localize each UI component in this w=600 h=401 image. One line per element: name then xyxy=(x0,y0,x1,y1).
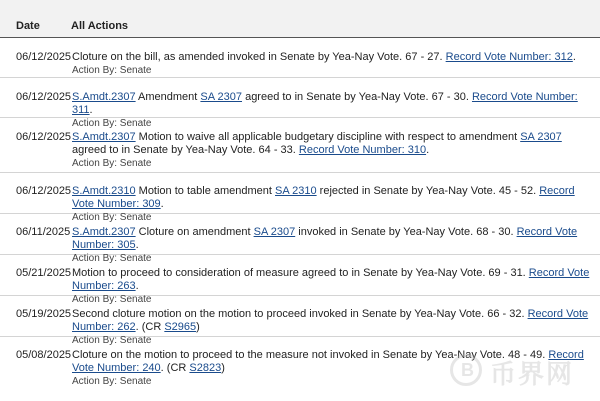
table-row xyxy=(0,255,600,305)
punctuation: ) xyxy=(196,321,200,333)
punctuation: . xyxy=(160,198,164,210)
table-row xyxy=(0,118,600,173)
action-date: 06/12/2025 xyxy=(16,51,72,63)
punctuation: . xyxy=(89,104,93,116)
action-by: Action By: Senate xyxy=(72,253,152,264)
table-row xyxy=(0,296,600,346)
sa-link[interactable]: SA 2307 xyxy=(253,226,296,238)
cr-prefix: . (CR xyxy=(160,362,190,374)
record-vote-link[interactable]: Record Vote Number: 311 xyxy=(72,91,578,116)
column-header-date: Date xyxy=(16,20,40,32)
action-by: Action By: Senate xyxy=(72,335,152,346)
congressional-record-link[interactable]: S2965 xyxy=(164,321,197,333)
record-vote-link[interactable]: Record Vote Number: 312 xyxy=(445,51,573,63)
action-date: 05/21/2025 xyxy=(16,267,72,279)
action-date: 06/12/2025 xyxy=(16,185,72,197)
record-vote-link[interactable]: Record Vote Number: 309 xyxy=(72,185,575,210)
table-row xyxy=(0,173,600,223)
record-vote-link[interactable]: Record Vote Number: 262 xyxy=(72,308,589,333)
action-text xyxy=(72,131,592,170)
action-description: Cloture on the motion to proceed to the measure not invoked in Senate by Yea-Nay Vote. 48 - 49. xyxy=(72,349,549,361)
table-row xyxy=(0,214,600,264)
punctuation: . xyxy=(135,239,139,251)
action-by: Action By: Senate xyxy=(72,65,152,76)
action-description: Second cloture motion on the motion to proceed invoked in Senate by Yea-Nay Vote. 66 - 32. xyxy=(72,308,528,320)
watermark-text: 币界网 xyxy=(490,360,575,390)
column-header-actions: All Actions xyxy=(71,20,129,32)
action-description: Cloture on the bill, as amended invoked in Senate by Yea-Nay Vote. 67 - 27. xyxy=(72,51,446,63)
amendment-link[interactable]: S.Amdt.2307 xyxy=(72,131,136,143)
amendment-link[interactable]: S.Amdt.2307 xyxy=(72,91,136,103)
action-date: 06/11/2025 xyxy=(16,226,71,238)
sa-link[interactable]: SA 2310 xyxy=(275,185,317,197)
action-date: 06/12/2025 xyxy=(16,91,72,103)
sa-link[interactable]: SA 2307 xyxy=(200,91,243,103)
action-text xyxy=(72,51,592,77)
record-vote-link[interactable]: Record Vote Number: 240 xyxy=(72,349,584,374)
action-date: 05/08/2025 xyxy=(16,349,72,361)
action-description: Cloture on amendment xyxy=(135,226,254,238)
table-row xyxy=(0,337,600,401)
table-header xyxy=(0,0,600,38)
action-description: Motion to waive all applicable budgetary discipline with respect to amendment xyxy=(135,131,521,143)
action-description: invoked in Senate by Yea-Nay Vote. 68 - 30. xyxy=(295,226,517,238)
action-date: 05/19/2025 xyxy=(16,308,72,320)
record-vote-link[interactable]: Record Vote Number: 263 xyxy=(72,267,590,292)
action-by: Action By: Senate xyxy=(72,376,152,387)
cr-prefix: . (CR xyxy=(135,321,165,333)
record-vote-link[interactable]: Record Vote Number: 305 xyxy=(72,226,578,251)
amendment-link[interactable]: S.Amdt.2307 xyxy=(72,226,136,238)
action-description: Amendment xyxy=(135,91,201,103)
sa-link[interactable]: SA 2307 xyxy=(520,131,562,143)
punctuation: . xyxy=(135,280,139,292)
action-date: 06/12/2025 xyxy=(16,131,72,143)
action-by: Action By: Senate xyxy=(72,118,152,129)
punctuation: . xyxy=(426,144,430,156)
table-row xyxy=(0,78,600,129)
action-description: Motion to table amendment xyxy=(135,185,276,197)
action-description: agreed to in Senate by Yea-Nay Vote. 67 - 30. xyxy=(242,91,472,103)
action-description: Motion to proceed to consideration of measure agreed to in Senate by Yea-Nay Vote. 69 - 31. xyxy=(72,267,529,279)
table-row xyxy=(0,38,600,78)
congressional-record-link[interactable]: S2823 xyxy=(189,362,222,374)
action-by: Action By: Senate xyxy=(72,294,152,305)
action-description: agreed to in Senate by Yea-Nay Vote. 64 - 33. xyxy=(72,144,299,156)
amendment-link[interactable]: S.Amdt.2310 xyxy=(72,185,136,197)
punctuation: ) xyxy=(221,362,225,374)
record-vote-link[interactable]: Record Vote Number: 310 xyxy=(298,144,427,156)
action-by: Action By: Senate xyxy=(72,212,152,223)
action-by: Action By: Senate xyxy=(72,158,152,169)
action-description: rejected in Senate by Yea-Nay Vote. 45 - 52. xyxy=(316,185,540,197)
punctuation: . xyxy=(572,51,576,63)
action-text xyxy=(72,349,592,388)
